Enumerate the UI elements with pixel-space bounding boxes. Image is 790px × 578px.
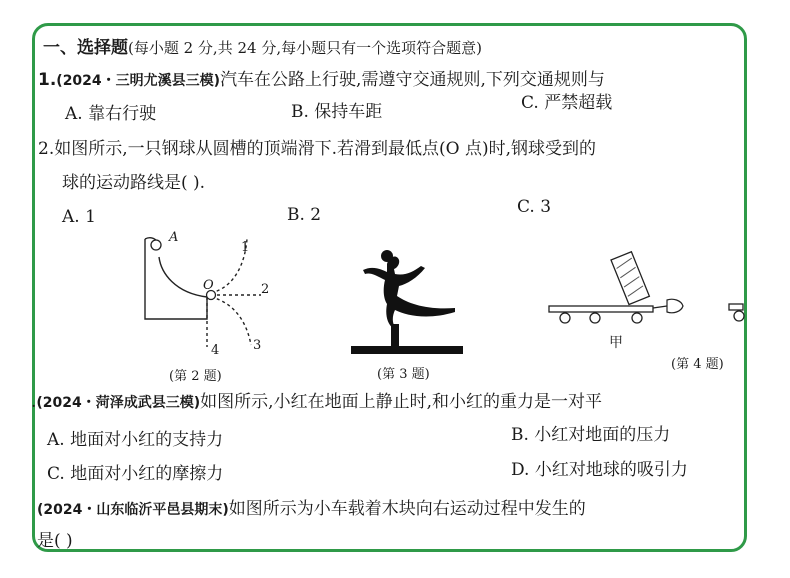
question-2-option-a: A. 1 xyxy=(62,207,96,227)
figure-3-caption: (第 3 题) xyxy=(377,367,430,382)
wooden-block-icon xyxy=(611,252,649,305)
section-heading: 一、选择题 xyxy=(43,38,128,58)
section-note: (每小题 2 分,共 24 分,每小题只有一个选项符合题意) xyxy=(128,39,482,57)
figure-2-caption: (第 2 题) xyxy=(169,369,222,384)
worksheet-frame xyxy=(32,23,747,552)
question-4-text: 如图所示为小车载着木块向右运动过程中发生的 xyxy=(228,499,586,519)
question-4-stem-line2: 是( ) xyxy=(37,531,73,551)
figure-2-label-2: 2 xyxy=(261,282,270,297)
question-2-option-b: B. 2 xyxy=(287,205,322,225)
figure-2-label-4: 4 xyxy=(211,343,220,358)
figure-2-label-a: A xyxy=(169,230,179,245)
question-2-stem xyxy=(38,138,596,160)
figure-2-label-1: 1 xyxy=(241,240,250,255)
question-1-text: 汽车在公路上行驶,需遵守交通规则,下列交通规则与 xyxy=(220,70,605,90)
question-3-option-c: C. 地面对小红的摩擦力 xyxy=(47,464,224,484)
question-2-text: 如图所示,一只钢球从圆槽的顶端滑下.若滑到最低点(O 点)时,钢球受到的 xyxy=(54,139,597,159)
question-4-source: (2024・山东临沂平邑县期末) xyxy=(37,502,229,518)
figure-4-caption: (第 4 题) xyxy=(671,357,724,372)
question-1-source: (2024・三明尤溪县三模) xyxy=(56,73,221,89)
question-3-option-d: D. 小红对地球的吸引力 xyxy=(511,460,688,480)
question-2-number: 2. xyxy=(38,139,55,159)
question-3-option-b: B. 小红对地面的压力 xyxy=(511,425,671,445)
figure-2-label-o: O xyxy=(203,278,214,293)
question-2-stem-line2: 球的运动路线是( ). xyxy=(62,173,206,193)
figure-2-label-3: 3 xyxy=(253,338,262,353)
question-1-option-c: C. 严禁超载 xyxy=(521,93,613,113)
question-1-option-a: A. 靠右行驶 xyxy=(65,104,157,124)
question-1-number: 1. xyxy=(38,70,57,90)
figure-4-cart xyxy=(543,254,743,334)
question-3-stem: .(2024・菏泽成武县三模)如图所示,小红在地面上静止时,和小红的重力是一对平 xyxy=(31,392,602,412)
question-3-text: 如图所示,小红在地面上静止时,和小红的重力是一对平 xyxy=(200,392,602,412)
hand-icon xyxy=(667,299,683,313)
question-2-option-c: C. 3 xyxy=(517,197,552,217)
question-1-option-b: B. 保持车距 xyxy=(291,102,383,122)
figure-4-label: 甲 xyxy=(609,335,623,351)
section-header xyxy=(43,37,482,59)
question-3-source: (2024・菏泽成武县三模) xyxy=(36,395,201,411)
figure-3-gymnast xyxy=(347,248,467,358)
question-4-stem xyxy=(37,498,586,521)
question-3-option-a: A. 地面对小红的支持力 xyxy=(47,430,224,450)
steel-ball-icon xyxy=(151,240,161,250)
question-1-stem xyxy=(38,69,605,92)
